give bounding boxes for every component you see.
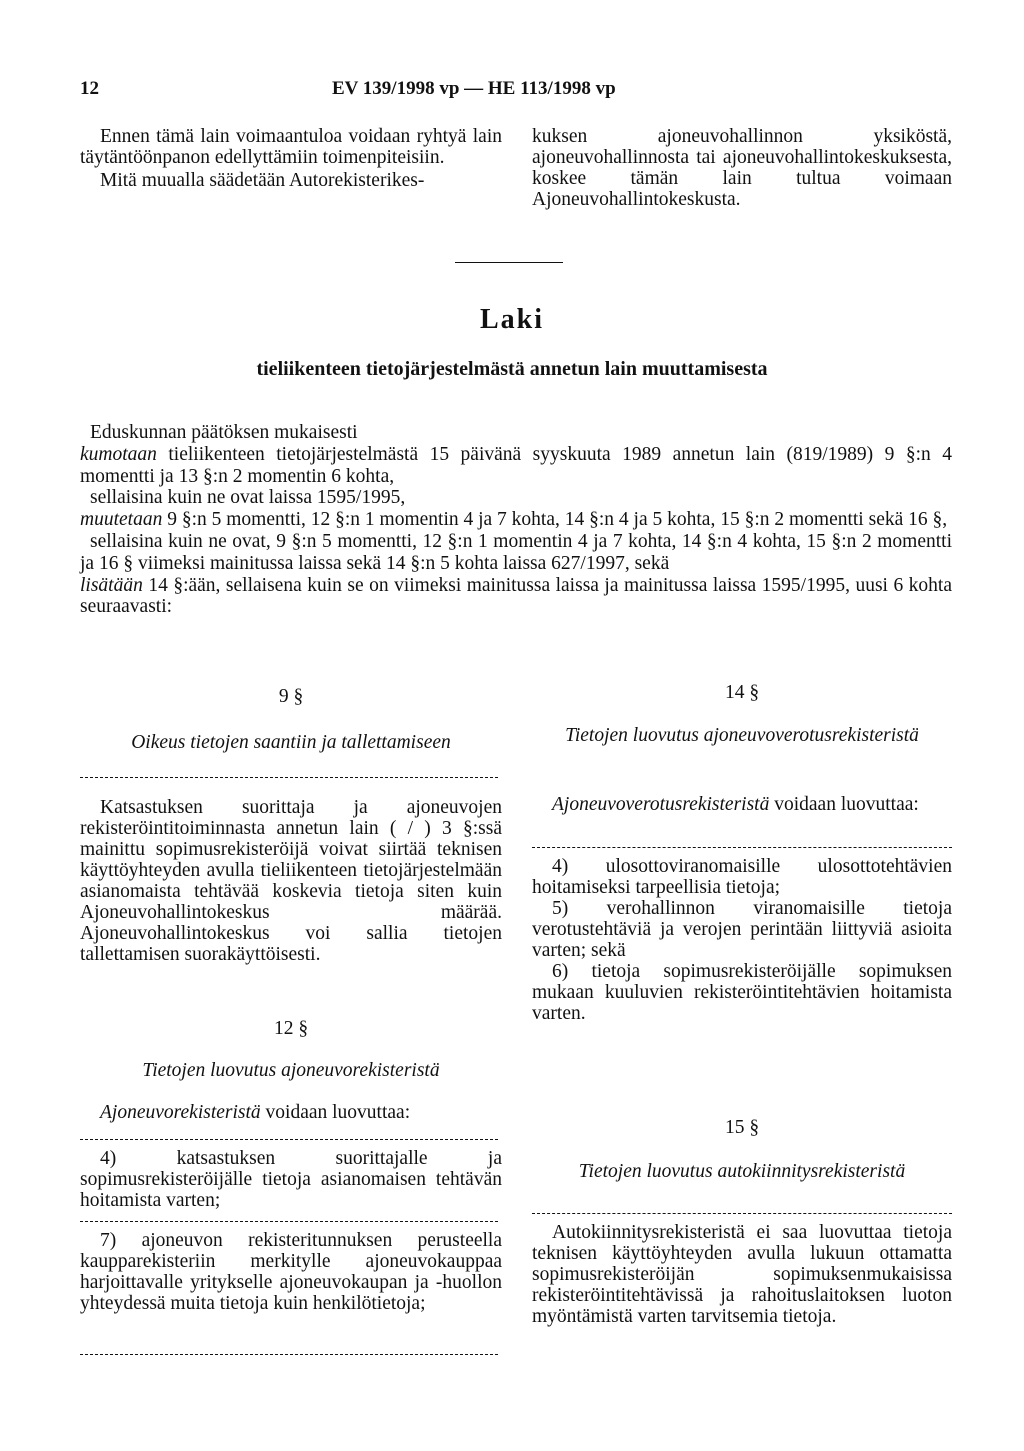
law-preamble: [80, 422, 952, 618]
intro-right-paragraph: kuksen ajoneuvohallinnon yksiköstä, ajoneuvohallinnosta tai ajoneuvohallintokeskuksesta, koskee tämän lain tultua voimaan Ajoneuvohallintokeskusta.: [532, 126, 952, 210]
omission-dashes: [532, 1213, 952, 1214]
preamble-amend-text: 9 §:n 5 momentti, 12 §:n 1 momentin 4 ja 7 kohta, 14 §:n 4 ja 5 kohta, 15 §:n 2 momentti sekä 16 §,: [167, 509, 948, 531]
preamble-amend-note: sellaisina kuin ne ovat, 9 §:n 5 momentti, 12 §:n 1 momentin 4 ja 7 kohta, 14 §:n 4 kohta, 15 §:n 2 momentti ja 16 § viimeksi mainitussa laissa sekä 14 §:n 5 kohta laissa 627/1997, sekä: [80, 530, 952, 574]
section-12-item-7: 7) ajoneuvon rekisteritunnuksen perusteella kaupparekisteriin merkitylle ajoneuvokauppaa harjoittavalle yritykselle ajoneuvokaupan ja -huollon yhteydessä muita tietoja kuin henkilötietoja;: [80, 1230, 502, 1314]
page-header: [80, 78, 950, 108]
law-title: Laki: [479, 304, 545, 335]
preamble-repeal-note: sellaisina kuin ne ovat laissa 1595/1995,: [90, 487, 406, 509]
section-14-item-4: 4) ulosottoviranomaisille ulosottotehtävien hoitamiseksi tarpeellisia tietoja;: [532, 856, 952, 898]
section-14-item-6: 6) tietoja sopimusrekisteröijälle sopimuksen mukaan kuuluvien rekisteröintitehtävien hoitamista varten.: [532, 961, 952, 1024]
running-title: EV 139/1998 vp — HE 113/1998 vp: [332, 78, 616, 99]
section-14-intro-rest: voidaan luovuttaa:: [774, 794, 919, 815]
intro-left-column: [80, 126, 502, 191]
section-15-number: 15 §: [724, 1117, 760, 1138]
section-12-heading: Tietojen luovutus ajoneuvorekisteristä: [142, 1060, 440, 1081]
preamble-enactment: Eduskunnan päätöksen mukaisesti: [90, 422, 358, 443]
section-15-text: Autokiinnitysrekisteristä ei saa luovuttaa tietoja teknisen käyttöyhteyden avulla lukuun ottamatta sopimusrekisteröijän sopimuksenmukaisissa rekisteröintitehtävissä ja rahoituslaitoksen luoton myöntämistä varten tarvitsemia tietoja.: [532, 1222, 952, 1327]
section-9-body: [80, 797, 502, 965]
preamble-add-text: 14 §:ään, sellaisena kuin se on viimeksi mainitussa laissa ja mainitussa laissa 1595/1995, uusi 6 kohta seuraavasti:: [80, 574, 953, 618]
omission-dashes: [532, 847, 952, 848]
intro-left-paragraph-2: Mitä muualla säädetään Autorekisterikes-: [100, 170, 425, 191]
section-15-heading: Tietojen luovutus autokiinnitysrekisteristä: [578, 1161, 906, 1182]
section-14-items: [532, 856, 952, 1024]
omission-dashes: [80, 1139, 498, 1140]
section-12-number: 12 §: [273, 1018, 309, 1039]
page-number: 12: [80, 78, 99, 99]
intro-left-paragraph-1: Ennen tämä lain voimaantuloa voidaan ryhtyä lain täytäntöönpanon edellyttämiin toimenpiteisiin.: [80, 126, 502, 168]
keyword-kumotaan: kumotaan: [80, 443, 157, 465]
section-12-item-4: 4) katsastuksen suorittajalle ja sopimusrekisteröijälle tietoja asianomaisen tehtävän hoitamista varten;: [80, 1148, 502, 1211]
section-12-intro-register: Ajoneuvorekisteristä: [100, 1102, 261, 1123]
section-14-number: 14 §: [724, 682, 760, 703]
section-9-number: 9 §: [278, 686, 304, 707]
intro-right-column: [532, 126, 952, 210]
omission-dashes: [80, 777, 498, 778]
omission-dashes: [80, 1221, 498, 1222]
section-separator: [455, 262, 563, 263]
keyword-muutetaan: muutetaan: [80, 509, 163, 531]
preamble-repeal-text: tieliikenteen tietojärjestelmästä 15 päivänä syyskuuta 1989 annetun lain (819/1989) 9 §:n 4 momentti ja 13 §:n 2 momentin 6 kohta,: [80, 443, 953, 487]
preamble-amend: [80, 509, 952, 531]
section-12-intro-rest: voidaan luovuttaa:: [265, 1102, 411, 1123]
section-14-intro: [532, 794, 952, 815]
law-subtitle: tieliikenteen tietojärjestelmästä annetun lain muuttamisesta: [256, 358, 768, 380]
section-14-item-5: 5) verohallinnon viranomaisille tietoja verotustehtäviä ja verojen perintään liittyviä asioita varten; sekä: [532, 898, 952, 961]
section-9-heading: Oikeus tietojen saantiin ja tallettamiseen: [131, 732, 451, 753]
preamble-add: [80, 575, 952, 619]
omission-dashes: [80, 1354, 498, 1355]
section-14-intro-register: Ajoneuvoverotusrekisteristä: [552, 794, 770, 815]
section-12-intro: [80, 1102, 502, 1123]
preamble-repeal: [80, 444, 952, 488]
section-14-heading: Tietojen luovutus ajoneuvoverotusrekisteristä: [565, 725, 919, 746]
section-9-text: Katsastuksen suorittaja ja ajoneuvojen rekisteröintitoiminnasta annetun lain ( / ) 3 §:ssä mainittu sopimusrekisteröijä voivat siirtää teknisen käyttöyhteyden avulla tieliikenteen tietojärjestelmään asianomaista tehtävää koskevia tietoja siten kuin Ajoneuvohallintokeskus määrää. Ajoneuvohallintokeskus voi sallia tietojen tallettamisen suorakäyttöisesti.: [80, 797, 502, 965]
keyword-lisataan: lisätään: [80, 574, 143, 596]
section-15-body: [532, 1222, 952, 1327]
